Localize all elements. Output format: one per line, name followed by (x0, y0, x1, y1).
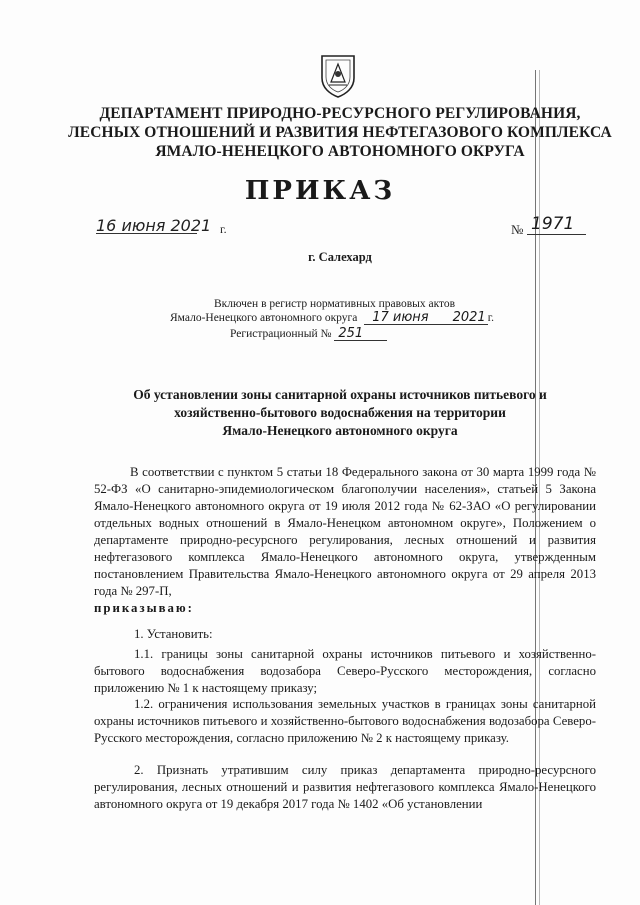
registry-handwritten-date: 17 июня (364, 311, 450, 325)
registry-line-1: Включен в регистр нормативных правовых актов (214, 298, 456, 310)
item-1-1: 1.1. границы зоны санитарной охраны источников питьевого и хозяйственно-бытового водоснабжения водозабора Северо-Русского месторождения, согласно приложению № 1 к настоящему приказу; (94, 647, 596, 695)
organization-name (60, 104, 620, 161)
order-title-line-3: Ямало-Ненецкого автономного округа (222, 423, 458, 438)
handwritten-date-text: 16 июня 2021 (96, 216, 212, 235)
registry-handwritten-year: 2021 (452, 310, 486, 325)
item-2: 2. Признать утратившим силу приказ департамента природно-ресурсного регулирования, лесных отношений и развития нефтегазового комплекса Ямало-Ненецкого автономного округа от 19 декабря 2017 года № 1402 «Об установлении (94, 763, 596, 811)
order-title-line-2: хозяйственно-бытового водоснабжения на территории (174, 405, 506, 420)
registry-date-suffix: г. (487, 312, 494, 324)
coat-of-arms-icon (318, 52, 358, 98)
order-title (90, 386, 590, 440)
registry-handwritten-number: 251 (334, 327, 387, 341)
item-1-2: 1.2. ограничения использования земельных участков в границах зоны санитарной охраны источников питьевого и хозяйственно-бытового водоснабжения водозабора Северо-Русского месторождения, согласно приложению № 2 к настоящему приказу. (94, 697, 596, 745)
registry-line-3 (230, 326, 387, 342)
number-prefix: № (511, 222, 524, 237)
registry-line-2 (170, 310, 494, 326)
registry-line-2-text: Ямало-Ненецкого автономного округа (170, 312, 358, 324)
item-1: 1. Установить: (134, 627, 213, 641)
registry-line-3-text: Регистрационный № (230, 328, 332, 340)
preamble-paragraph (94, 464, 596, 617)
org-line-3: ЯМАЛО-НЕНЕЦКОГО АВТОНОМНОГО ОКРУГА (155, 143, 525, 160)
handwritten-number: 1971 (527, 214, 586, 235)
handwritten-date (96, 216, 211, 235)
city: г. Салехард (308, 250, 372, 264)
document-type-title: ПРИКАЗ (244, 176, 396, 206)
org-line-1: ДЕПАРТАМЕНТ ПРИРОДНО-РЕСУРСНОГО РЕГУЛИРОВАНИЯ, (99, 105, 581, 122)
order-title-line-1: Об установлении зоны санитарной охраны источников питьевого и (133, 387, 547, 402)
order-word: приказываю: (94, 601, 194, 615)
preamble-text: В соответствии с пунктом 5 статьи 18 Федерального закона от 30 марта 1999 года № 52-ФЗ «О санитарно-эпидемиологическом благополучии населения», статьей 5 Закона Ямало-Ненецкого автономного округа от 19 июля 2012 года № 62-ЗАО «О регулировании отдельных водных отношений в Ямало-Ненецком автономном округе», Положением о департаменте природно-ресурсного регулирования, лесных отношений и развития нефтегазового комплекса Ямало-Ненецкого автономного округа, утвержденным постановлением Правительства Ямало-Ненецкого автономного округа от 29 апреля 2013 года № 297-П, (94, 465, 596, 598)
org-line-2: ЛЕСНЫХ ОТНОШЕНИЙ И РАЗВИТИЯ НЕФТЕГАЗОВОГО КОМПЛЕКСА (68, 124, 612, 141)
date-suffix: г. (220, 222, 227, 236)
